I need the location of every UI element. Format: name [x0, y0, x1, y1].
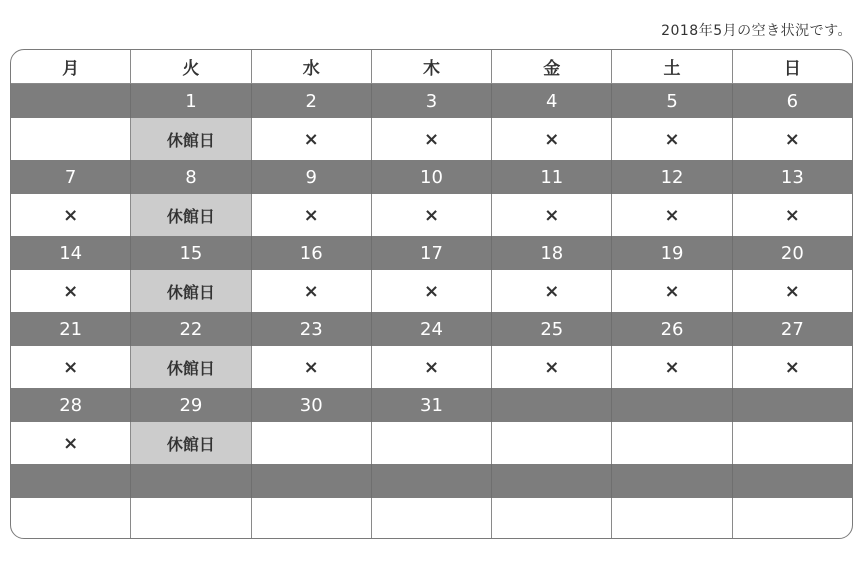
date-cell	[11, 464, 131, 498]
weekday-fri: 金	[492, 50, 612, 83]
full-mark-cell: ×	[612, 346, 732, 388]
date-cell	[612, 464, 732, 498]
full-mark-cell: ×	[492, 270, 612, 312]
status-cell	[612, 498, 732, 539]
date-cell	[372, 464, 492, 498]
full-mark-cell: ×	[11, 346, 131, 388]
date-row	[11, 464, 852, 498]
date-cell: 4	[492, 84, 612, 118]
date-cell	[131, 464, 251, 498]
date-cell: 18	[492, 236, 612, 270]
date-cell: 27	[780, 318, 804, 340]
full-mark-cell: ×	[784, 280, 800, 302]
date-cell: 25	[492, 312, 612, 346]
date-cell	[733, 388, 852, 422]
full-mark-cell: ×	[372, 346, 492, 388]
date-cell: 6	[786, 90, 799, 112]
full-mark-cell: ×	[11, 422, 131, 464]
full-mark-cell: ×	[252, 270, 372, 312]
full-mark-cell: ×	[612, 194, 732, 236]
status-cell	[492, 422, 612, 464]
status-cell	[612, 422, 732, 464]
date-cell: 29	[131, 388, 251, 422]
status-cell	[131, 498, 251, 539]
full-mark-cell: ×	[492, 346, 612, 388]
full-mark-cell: ×	[11, 270, 131, 312]
date-row	[11, 160, 852, 194]
date-cell: 12	[612, 160, 732, 194]
full-mark-cell: ×	[612, 270, 732, 312]
status-cell	[11, 498, 131, 539]
date-cell: 30	[252, 388, 372, 422]
weekday-header-row	[11, 50, 852, 84]
status-cell	[252, 498, 372, 539]
closed-day-cell: 休館日	[131, 422, 251, 464]
date-cell: 31	[372, 388, 492, 422]
date-cell: 21	[11, 312, 131, 346]
date-cell: 16	[252, 236, 372, 270]
calendar-caption: 2018年5月の空き状況です。	[661, 23, 852, 39]
closed-day-cell: 休館日	[131, 346, 251, 388]
status-cell	[372, 498, 492, 539]
full-mark-cell: ×	[372, 194, 492, 236]
date-cell	[492, 464, 612, 498]
date-cell: 9	[252, 160, 372, 194]
date-cell	[492, 388, 612, 422]
status-cell	[11, 118, 131, 160]
date-cell: 2	[252, 84, 372, 118]
status-row	[11, 422, 852, 464]
status-row	[11, 118, 852, 160]
weeks-container	[11, 84, 852, 539]
date-row	[11, 312, 852, 346]
date-cell: 14	[11, 236, 131, 270]
status-row	[11, 498, 852, 539]
closed-day-cell: 休館日	[131, 270, 251, 312]
date-cell: 10	[372, 160, 492, 194]
date-cell: 26	[612, 312, 732, 346]
date-cell: 24	[372, 312, 492, 346]
full-mark-cell: ×	[372, 270, 492, 312]
date-cell: 5	[612, 84, 732, 118]
full-mark-cell: ×	[784, 204, 800, 226]
weekday-sun: 日	[783, 59, 801, 79]
full-mark-cell: ×	[784, 356, 800, 378]
full-mark-cell: ×	[784, 128, 800, 150]
status-cell	[252, 422, 372, 464]
availability-calendar	[10, 49, 853, 539]
closed-day-cell: 休館日	[131, 194, 251, 236]
weekday-tue: 火	[131, 50, 251, 83]
date-row	[11, 388, 852, 422]
date-cell: 17	[372, 236, 492, 270]
full-mark-cell: ×	[252, 118, 372, 160]
date-cell	[612, 388, 732, 422]
date-cell: 19	[612, 236, 732, 270]
status-cell	[733, 498, 852, 539]
full-mark-cell: ×	[252, 346, 372, 388]
status-cell	[733, 422, 852, 464]
full-mark-cell: ×	[252, 194, 372, 236]
closed-day-cell: 休館日	[131, 118, 251, 160]
weekday-sat: 土	[612, 50, 732, 83]
date-cell: 11	[492, 160, 612, 194]
status-cell	[492, 498, 612, 539]
date-cell: 13	[780, 166, 804, 188]
date-cell	[252, 464, 372, 498]
status-row	[11, 194, 852, 236]
full-mark-cell: ×	[372, 118, 492, 160]
full-mark-cell: ×	[492, 194, 612, 236]
date-cell: 22	[131, 312, 251, 346]
date-cell: 23	[252, 312, 372, 346]
date-cell: 28	[11, 388, 131, 422]
weekday-thu: 木	[372, 50, 492, 83]
status-row	[11, 346, 852, 388]
date-cell: 3	[372, 84, 492, 118]
date-cell: 8	[131, 160, 251, 194]
date-cell	[11, 84, 131, 118]
weekday-mon: 月	[11, 50, 131, 83]
date-cell: 1	[131, 84, 251, 118]
status-cell	[372, 422, 492, 464]
weekday-wed: 水	[252, 50, 372, 83]
full-mark-cell: ×	[612, 118, 732, 160]
full-mark-cell: ×	[492, 118, 612, 160]
date-row	[11, 236, 852, 270]
full-mark-cell: ×	[11, 194, 131, 236]
status-row	[11, 270, 852, 312]
date-cell: 20	[780, 242, 804, 264]
date-cell	[733, 464, 852, 498]
date-cell: 7	[11, 160, 131, 194]
date-cell: 15	[131, 236, 251, 270]
date-row	[11, 84, 852, 118]
